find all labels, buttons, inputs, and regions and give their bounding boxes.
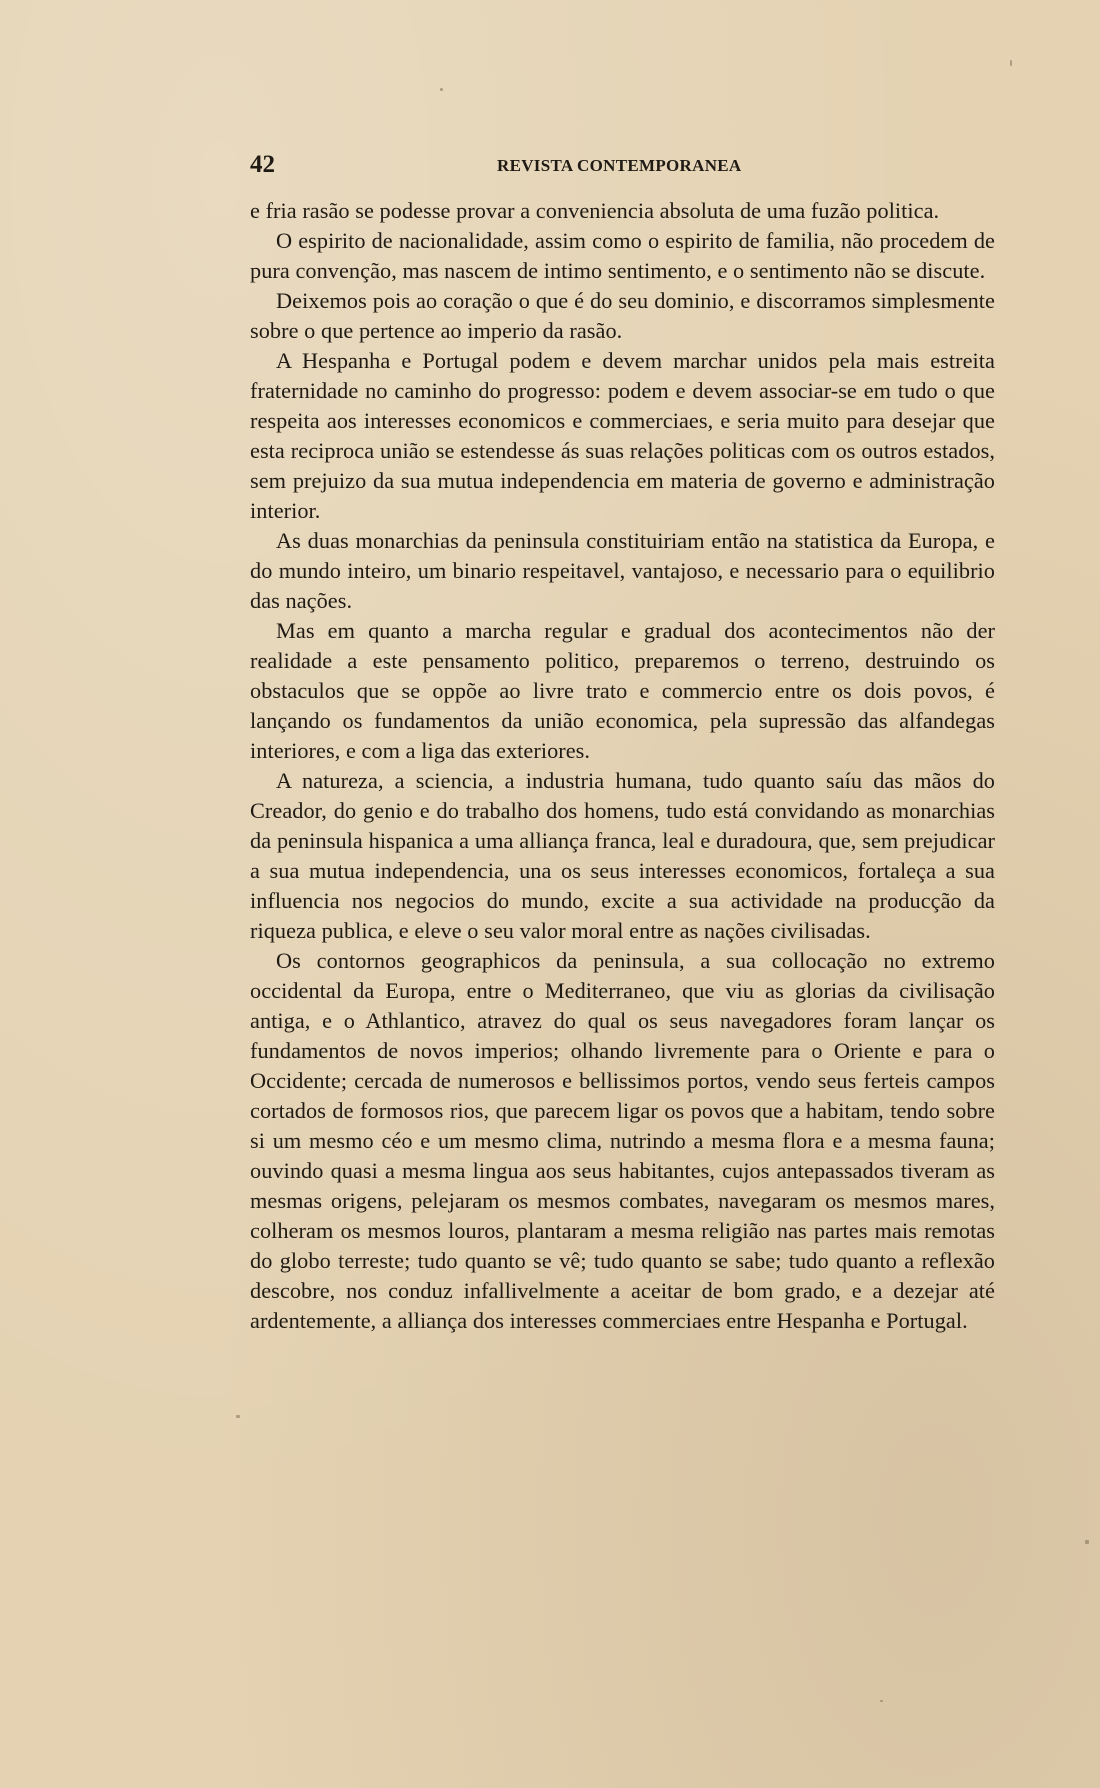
- paper-speck: [1010, 60, 1012, 66]
- paragraph-4: A Hespanha e Portugal podem e devem marchar unidos pela mais estreita fraternidade no caminho do progresso: podem e devem associar-se em tudo o que respeita aos interesses economicos e commerciaes, e seria muito para desejar que esta reciproca união se estendesse ás suas relações politicas com os outros estados, sem prejuizo da sua mutua independencia em materia de governo e administração interior.: [250, 348, 995, 523]
- paragraph-5: As duas monarchias da peninsula constituiriam então na statistica da Europa, e do mundo inteiro, um binario respeitavel, vantajoso, e necessario para o equilibrio das nações.: [250, 528, 995, 613]
- paragraph-8: Os contornos geographicos da peninsula, a sua collocação no extremo occidental da Europa, entre o Mediterraneo, que viu as glorias da civilisação antiga, e o Athlantico, atravez do qual os seus navegadores foram lançar os fundamentos de novos imperios; olhando livremente para o Oriente e para o Occidente; cercada de numerosos e bellissimos portos, vendo seus ferteis campos cortados de formosos rios, que parecem ligar os povos que a habitam, tendo sobre si um mesmo céo e um mesmo clima, nutrindo a mesma flora e a mesma fauna; ouvindo quasi a mesma lingua aos seus habitantes, cujos antepassados tiveram as mesmas origens, pelejaram os mesmos combates, navegaram os mesmos mares, colheram os mesmos louros, plantaram a mesma religião nas partes mais remotas do globo terreste; tudo quanto se vê; tudo quanto se sabe; tudo quanto a reflexão descobre, nos conduz infallivelmente a aceitar de bom grado, e a dezejar até ardentemente, a alliança dos interesses commerciaes entre Hespanha e Portugal.: [250, 948, 995, 1333]
- paragraph-3: Deixemos pois ao coração o que é do seu dominio, e discorramos simplesmente sobre o que pertence ao imperio da rasão.: [250, 288, 995, 343]
- paper-speck: [236, 1415, 240, 1418]
- paragraph-6: Mas em quanto a marcha regular e gradual dos acontecimentos não der realidade a este pensamento politico, preparemos o terreno, destruindo os obstaculos que se oppõe ao livre trato e commercio entre os dois povos, é lançando os fundamentos da união economica, pela supressão das alfandegas interiores, e com a liga das exteriores.: [250, 618, 995, 763]
- paragraph-7: A natureza, a sciencia, a industria humana, tudo quanto saíu das mãos do Creador, do genio e do trabalho dos homens, tudo está convidando as monarchias da peninsula hispanica a uma alliança franca, leal e duradoura, que, sem prejudicar a sua mutua independencia, una os seus interesses economicos, fortaleça a sua influencia nos negocios do mundo, excite a sua actividade na producção da riqueza publica, e eleve o seu valor moral entre as nações civilisadas.: [250, 768, 995, 943]
- paper-speck: [440, 88, 443, 91]
- article-body: [250, 196, 995, 1336]
- paper-speck: [880, 1700, 883, 1702]
- paragraph-1: e fria rasão se podesse provar a conveniencia absoluta de uma fuzão politica.: [250, 198, 940, 223]
- paragraph-2: O espirito de nacionalidade, assim como o espirito de familia, não procedem de pura convenção, mas nascem de intimo sentimento, e o sentimento não se discute.: [250, 228, 995, 283]
- page-number: 42: [250, 151, 275, 178]
- journal-title: REVISTA CONTEMPORANEA: [497, 156, 742, 175]
- running-head: [250, 150, 990, 182]
- paper-speck: [1085, 1540, 1089, 1544]
